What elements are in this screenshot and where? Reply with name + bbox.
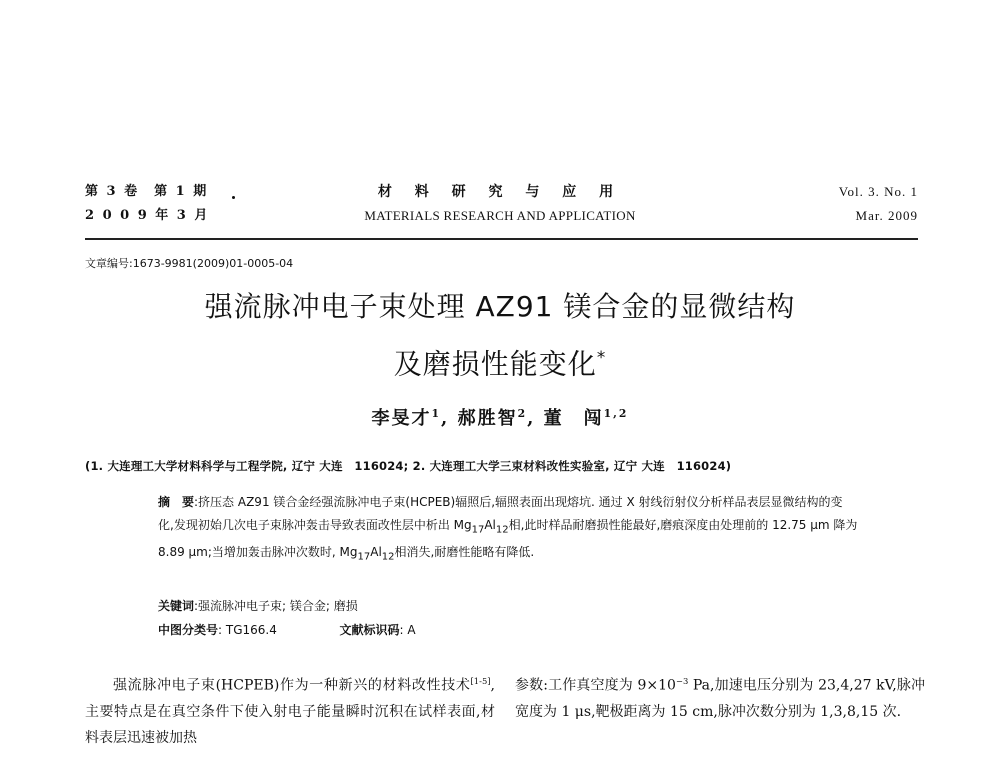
classification: 中图分类号: TG166.4 文献标识码: A — [158, 623, 416, 637]
volume-issue-cn: 第 3 卷 第 1 期 — [85, 184, 209, 199]
volume-issue-en: Vol. 3. No. 1 — [838, 184, 918, 199]
affiliations: (1. 大连理工大学材料科学与工程学院, 辽宁 大连 116024; 2. 大连理工大学三束材料改性实验室, 辽宁 大连 116024) — [85, 459, 732, 473]
date-cn: 2 0 0 9 年 3 月 — [85, 208, 210, 223]
doc-code-label: 文献标识码 — [339, 623, 400, 637]
article-number: 文章编号:1673-9981(2009)01-0005-04 — [85, 257, 294, 270]
journal-issue-cn — [85, 180, 209, 228]
author: 郝胜智 — [457, 408, 518, 429]
journal-name-en: MATERIALS RESEARCH AND APPLICATION — [364, 208, 636, 223]
abstract: 摘 要:挤压态 AZ91 镁合金经强流脉冲电子束(HCPEB)辐照后,辐照表面出现熔坑. 通过 X 射线衍射仪分析样品表层显微结构的变化,发现初始几次电子束脉冲轰击导致表面改性层中析出 $Mg_{17}Al_{12}$相,此时样品耐磨损性能最好,磨痕深度由处理前的 12.75 μm 降为 8.89 μm;当增加轰击脉冲次数时, $Mg_{17}Al_{12}$相消失,耐磨性能略有降低. — [158, 495, 858, 563]
journal-name — [300, 180, 700, 228]
body-column-left: 强流脉冲电子束(HCPEB)作为一种新兴的材料改性技术[1-5],主要特点是在真空条件下使入射电子能量瞬时沉积在试样表面,材料表层迅速被加热 — [85, 676, 495, 746]
journal-issue-en — [839, 180, 918, 228]
author: 李旻才 — [371, 408, 432, 429]
paper-title — [100, 282, 900, 389]
abstract-label: 摘 要 — [158, 495, 195, 509]
title-line-2: 及磨损性能变化* — [393, 347, 607, 381]
title-line-1: 强流脉冲电子束处理 AZ91 镁合金的显微结构 — [204, 290, 796, 323]
author: 董 闯 — [543, 408, 604, 429]
title-footnote-mark: * — [596, 347, 607, 367]
keywords-label: 关键词 — [158, 599, 195, 613]
stray-mark — [232, 196, 235, 199]
body-column-right: 参数:工作真空度为 $9\times 10^{-3}$ Pa,加速电压分别为 23,4,27 kV,脉冲宽度为 1 μs,靶极距离为 15 cm,脉冲次数分别为 1,3,8,15 次. — [515, 676, 925, 720]
header-rule — [85, 238, 918, 240]
journal-name-cn: 材 料 研 究 与 应 用 — [377, 184, 623, 200]
clc-label: 中图分类号 — [158, 623, 219, 637]
keywords: 关键词:强流脉冲电子束; 镁合金; 磨损 — [158, 599, 358, 613]
date-en: Mar. 2009 — [855, 208, 918, 223]
author-list: 李旻才$^1$, 郝胜智$^2$, 董 闯$^{1,2}$ — [371, 407, 629, 429]
citation: [1-5] — [470, 676, 491, 686]
